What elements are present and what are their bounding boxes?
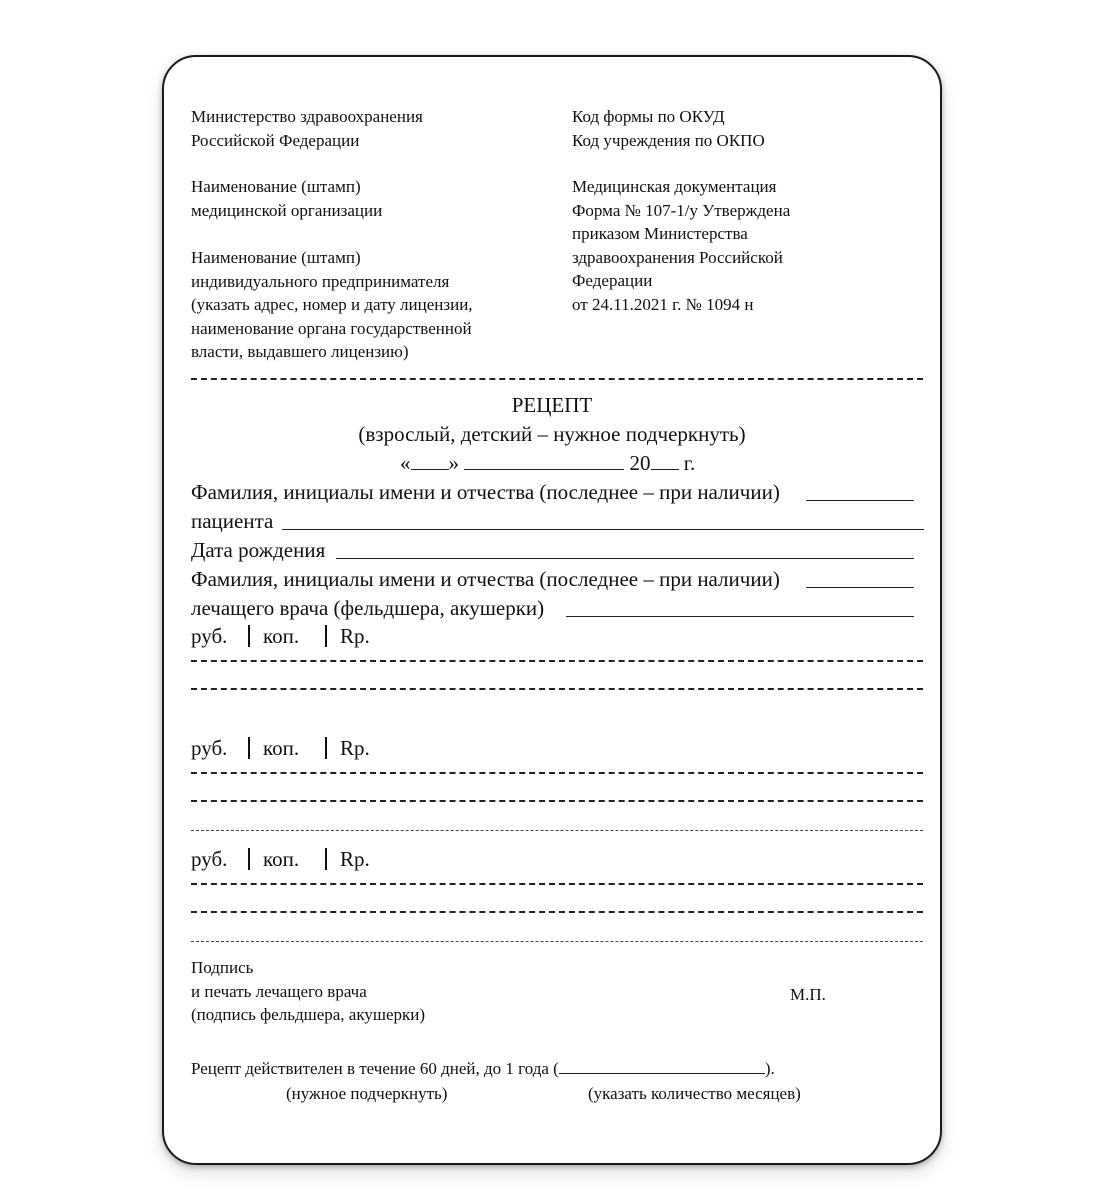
months-field[interactable] [559,1057,765,1074]
seal-label: М.П. [790,985,826,1004]
date-close-quote: » [448,451,459,475]
ip-stamp-line3: (указать адрес, номер и дату лицензии, [191,295,473,314]
day-field[interactable] [411,451,449,470]
rx2-rub-label: руб. [191,736,228,760]
ministry-line1: Министерство здравоохранения [191,107,423,126]
ip-stamp-line4: наименование органа государственной [191,318,472,338]
year-suffix: г. [683,451,696,475]
patient-label-line1: Фамилия, инициалы имени и отчества (последнее – при наличии) [191,480,780,504]
ip-stamp-line2: индивидуального предпринимателя [191,271,450,291]
hint-underline: (нужное подчеркнуть) [286,1084,448,1103]
rx2-line-3[interactable] [191,830,923,831]
date-line [400,449,695,477]
rx3-rp-label: Rp. [340,847,370,871]
ip-stamp-line5: власти, выдавшего лицензию) [191,342,409,361]
doc-line4: здравоохранения Российской [572,247,783,267]
doc-line6: от 24.11.2021 г. № 1094 н [572,294,754,314]
rx2-separator-1 [248,737,250,759]
year-field[interactable] [651,451,679,470]
rx1-line-1[interactable] [191,660,923,662]
doctor-label-line1: Фамилия, инициалы имени и отчества (последнее – при наличии) [191,567,780,591]
org-stamp-block [191,175,382,222]
rx2-rp-label: Rp. [340,736,370,760]
ip-stamp-line1: Наименование (штамп) [191,248,361,267]
ministry-line2: Российской Федерации [191,130,360,150]
validity-close: ). [764,1059,775,1078]
year-prefix: 20 [629,451,651,475]
doc-line1: Медицинская документация [572,177,777,196]
header-right-codes [572,105,765,152]
rx3-separator-2 [325,848,327,870]
rx1-rub-label: руб. [191,624,228,648]
rx3-separator-1 [248,848,250,870]
rx3-line-1[interactable] [191,883,923,885]
okud-label: Код формы по ОКУД [572,107,725,126]
signature-line1: Подпись [191,958,254,977]
rx1-kop-label: коп. [263,624,300,648]
signature-line3: (подпись фельдшера, акушерки) [191,1005,426,1024]
signature-block [191,956,425,1027]
header-left-block [191,105,423,152]
document-info-block [572,175,790,316]
rx2-line-2[interactable] [191,800,923,802]
rx3-rub-label: руб. [191,847,228,871]
validity-line [191,1057,775,1081]
patient-name-field-end[interactable] [806,500,914,501]
patient-label-line2: пациента [191,509,274,533]
rx3-kop-label: коп. [263,847,300,871]
month-field[interactable] [464,451,624,470]
date-open-quote: « [400,451,411,475]
doctor-name-field-end[interactable] [806,587,914,588]
rx1-rp-label: Rp. [340,624,370,648]
org-stamp-line2: медицинской организации [191,200,383,220]
doctor-name-field[interactable] [566,616,914,617]
okpo-label: Код учреждения по ОКПО [572,130,765,150]
rx2-separator-2 [325,737,327,759]
form-title: РЕЦЕПТ [511,393,593,417]
birth-date-label: Дата рождения [191,538,326,562]
doc-line2: Форма № 107-1/у Утверждена [572,200,791,220]
rx2-kop-label: коп. [263,736,300,760]
rx1-separator-2 [325,625,327,647]
validity-text: Рецепт действителен в течение 60 дней, до 1 года ( [191,1059,559,1078]
org-stamp-line1: Наименование (штамп) [191,177,361,196]
header-divider [191,378,923,380]
rx2-line-1[interactable] [191,772,923,774]
doc-line5: Федерации [572,271,653,290]
rx3-line-2[interactable] [191,911,923,913]
patient-name-field[interactable] [282,529,924,530]
prescription-form [162,55,942,1165]
ip-stamp-block [191,246,473,364]
rx1-separator-1 [248,625,250,647]
birth-date-field[interactable] [336,558,914,559]
rx1-line-2[interactable] [191,688,923,690]
doctor-label-line2: лечащего врача (фельдшера, акушерки) [191,596,545,620]
hint-months: (указать количество месяцев) [588,1084,801,1103]
form-subtitle: (взрослый, детский – нужное подчеркнуть) [358,422,746,446]
rx3-line-3[interactable] [191,941,923,942]
doc-line3: приказом Министерства [572,224,748,243]
signature-line2: и печать лечащего врача [191,981,367,1001]
